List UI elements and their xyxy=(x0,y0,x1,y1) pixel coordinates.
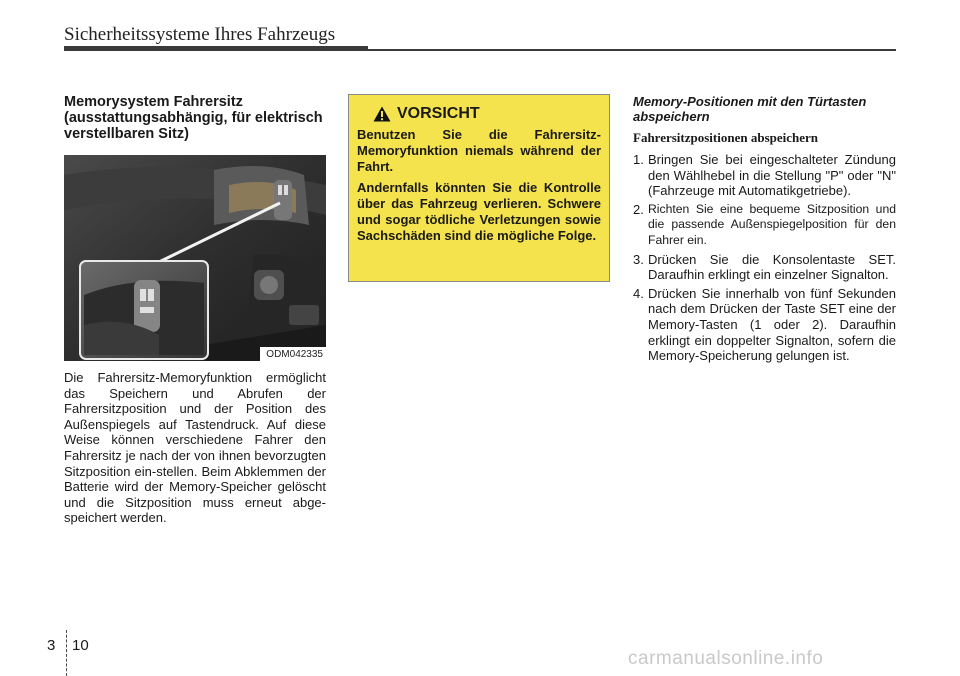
door-panel-photo xyxy=(64,155,326,361)
door-panel-illustration xyxy=(64,155,326,361)
step-number: 4. xyxy=(633,285,644,301)
image-caption: ODM042335 xyxy=(260,347,326,361)
step-text: Drücken Sie innerhalb von fünf Sekunden nach dem Drücken der Taste SET eine der Memory-Tasten (1 oder 2). Daraufhin erklingt ein doppelter Signalton, sofern die Memory-Speicherung gelungen ist. xyxy=(648,285,896,364)
page-number: 10 xyxy=(72,637,89,654)
caution-box xyxy=(348,94,610,282)
right-subheading: Fahrersitzpositionen abspeichern xyxy=(633,130,819,145)
step-text: Drücken Sie die Konsolentaste SET. Daraufhin erklingt ein einzelner Signalton. xyxy=(648,251,896,283)
warning-triangle-icon xyxy=(373,106,391,122)
section-heading: Memorysystem Fahrersitz (ausstattungsabhängig, für elektrisch verstellbaren Sitz) xyxy=(64,94,323,142)
list-item xyxy=(633,202,896,249)
steps-list xyxy=(633,152,896,364)
footer-divider xyxy=(66,630,67,676)
watermark: carmanualsonline.info xyxy=(628,648,824,669)
chapter-number: 3 xyxy=(47,637,56,654)
step-text: Bringen Sie bei eingeschalteter Zündung den Wählhebel in die Stellung "P" oder "N" (Fahrzeuge mit Automatikgetriebe). xyxy=(648,152,896,199)
step-number: 2. xyxy=(633,201,644,217)
header-title: Sicherheitssysteme Ihres Fahrzeugs xyxy=(64,24,336,45)
list-item xyxy=(633,252,896,283)
header-rule-thin xyxy=(368,49,896,51)
header-rule xyxy=(64,46,368,51)
caution-title-row xyxy=(373,105,601,123)
list-item xyxy=(633,286,896,364)
step-number: 3. xyxy=(633,251,644,267)
step-text: Richten Sie eine bequeme Sitzposition und die passende Außenspiegelposition für den Fahrer ein. xyxy=(648,201,896,247)
list-item xyxy=(633,152,896,199)
step-number: 1. xyxy=(633,152,644,167)
caution-paragraph-1: Benutzen Sie die Fahrersitz-Memoryfunktion niemals während der Fahrt. xyxy=(357,127,601,174)
right-column xyxy=(633,94,896,367)
caution-title: VORSICHT xyxy=(397,105,480,122)
body-paragraph: Die Fahrersitz-Memoryfunktion ermöglicht das Speichern und Abrufen der Fahrersitzposition und der Position des Außenspiegels auf Tastendruck. Auf diese Weise können verschiedene Fahrer den Fahrersitz je nach der von ihnen bevorzugten Sitzposition ein-stellen. Beim Abklemmen der Batterie wird der Memory-Speicher gelöscht und die Sitzposition muss erneut abge-speichert werden. xyxy=(64,370,326,526)
right-heading: Memory-Positionen mit den Türtasten abspeichern xyxy=(633,94,867,124)
caution-paragraph-2: Andernfalls könnten Sie die Kontrolle über das Fahrzeug verlieren. Schwere und sogar tödliche Verletzungen sowie Sachschäden sind die mögliche Folge. xyxy=(357,180,601,243)
